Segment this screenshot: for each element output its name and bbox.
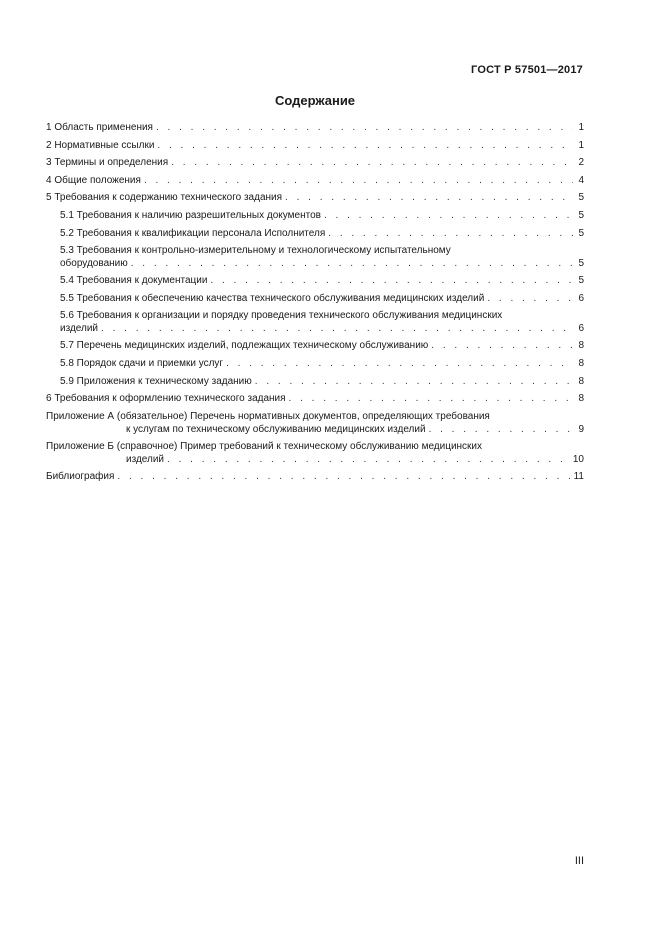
toc-entry-label: 4 Общие положения (46, 174, 141, 186)
toc-entry-label: 5.4 Требования к документации (60, 275, 208, 287)
toc-entry-label: 5.2 Требования к квалификации персонала Исполнителя (60, 227, 326, 239)
toc-entry-page: 5 (578, 192, 584, 204)
toc-entry-label: 5.6 Требования к организации и порядку проведения технического обслуживания медицинских (60, 310, 503, 322)
toc-entry-page: 11 (573, 470, 584, 482)
dot-leader (429, 423, 573, 436)
toc-entry-label: 5.3 Требования к контрольно-измерительному и технологическому испытательному (60, 245, 451, 257)
toc-entry[interactable] (46, 392, 584, 410)
toc-entry-page: 9 (578, 423, 584, 435)
toc-entry[interactable] (46, 121, 584, 139)
toc-entry-page: 1 (578, 122, 584, 133)
toc-entry-label: 5.8 Порядок сдачи и приемки услуг (60, 357, 224, 369)
toc-entry[interactable] (46, 357, 584, 375)
toc-entry[interactable] (46, 292, 584, 310)
toc-entry-page: 8 (578, 393, 584, 405)
dot-leader (431, 339, 573, 352)
dot-leader (101, 322, 573, 335)
dot-leader (324, 209, 573, 222)
toc-entry-page: 8 (578, 375, 584, 387)
toc-entry[interactable] (46, 339, 584, 357)
toc-entry[interactable] (46, 244, 584, 270)
toc-entry-label-continued: изделий (126, 453, 165, 465)
toc-entry-label: 6 Требования к оформлению технического задания (46, 393, 286, 405)
dot-leader (328, 227, 573, 240)
toc-entry-label: Приложение Б (справочное) Пример требований к техническому обслуживанию медицинских (46, 440, 483, 452)
toc-entry-page: 2 (578, 157, 584, 169)
dot-leader (487, 292, 573, 305)
toc-entry[interactable] (46, 375, 584, 393)
toc-entry[interactable] (46, 410, 584, 436)
dot-leader (156, 121, 573, 134)
standard-code: ГОСТ Р 57501—2017 (471, 64, 583, 76)
toc-entry[interactable] (46, 309, 584, 335)
toc-entry-page: 1 (578, 139, 584, 151)
toc-entry-label-continued: изделий (60, 323, 99, 335)
toc-entry-label-continued: оборудованию (60, 258, 128, 270)
dot-leader (131, 257, 573, 270)
toc-entry-page: 10 (572, 453, 584, 465)
toc-entry[interactable] (46, 139, 584, 157)
toc-entry-page: 5 (578, 258, 584, 270)
toc-entry-label-continued: к услугам по техническому обслуживанию медицинских изделий (126, 423, 426, 435)
toc-entry-label: 5.7 Перечень медицинских изделий, подлежащих техническому обслуживанию (60, 340, 429, 352)
toc-entry-page: 4 (578, 174, 584, 186)
dot-leader (167, 453, 570, 466)
dot-leader (157, 139, 573, 152)
toc-entry-label: Библиография (46, 470, 115, 482)
toc-entry-page: 5 (578, 275, 584, 287)
toc-entry[interactable] (46, 440, 584, 466)
toc-entry-page: 6 (578, 292, 584, 304)
toc-entry[interactable] (46, 191, 584, 209)
dot-leader (226, 357, 573, 370)
dot-leader (117, 470, 570, 483)
toc-entry-label: 5.5 Требования к обеспечению качества технического обслуживания медицинских изделий (60, 292, 485, 304)
toc-entry[interactable] (46, 174, 584, 192)
dot-leader (289, 392, 573, 405)
toc-entry[interactable] (46, 209, 584, 227)
toc-entry-page: 8 (578, 340, 584, 352)
toc-entry-label: 5.1 Требования к наличию разрешительных документов (60, 209, 321, 221)
toc-entry[interactable] (46, 470, 584, 488)
table-of-contents (46, 121, 584, 487)
page-number: III (574, 855, 584, 867)
toc-entry[interactable] (46, 156, 584, 174)
toc-entry-label: 5 Требования к содержанию технического задания (46, 192, 283, 204)
toc-entry-page: 5 (578, 227, 584, 239)
dot-leader (171, 156, 573, 169)
dot-leader (210, 274, 573, 287)
toc-entry[interactable] (46, 227, 584, 245)
dot-leader (144, 174, 573, 187)
toc-entry-label: 2 Нормативные ссылки (46, 139, 155, 151)
dot-leader (255, 375, 573, 388)
toc-entry[interactable] (46, 274, 584, 292)
toc-entry-label: 5.9 Приложения к техническому заданию (60, 375, 252, 387)
toc-entry-page: 8 (578, 357, 584, 369)
toc-entry-label: 1 Область применения (46, 122, 153, 133)
toc-entry-page: 6 (578, 323, 584, 335)
toc-entry-label: 3 Термины и определения (46, 157, 169, 169)
toc-entry-label: Приложение А (обязательное) Перечень нормативных документов, определяющих требования (46, 410, 490, 422)
toc-entry-page: 5 (578, 209, 584, 221)
page-title: Содержание (274, 93, 356, 108)
dot-leader (285, 191, 573, 204)
